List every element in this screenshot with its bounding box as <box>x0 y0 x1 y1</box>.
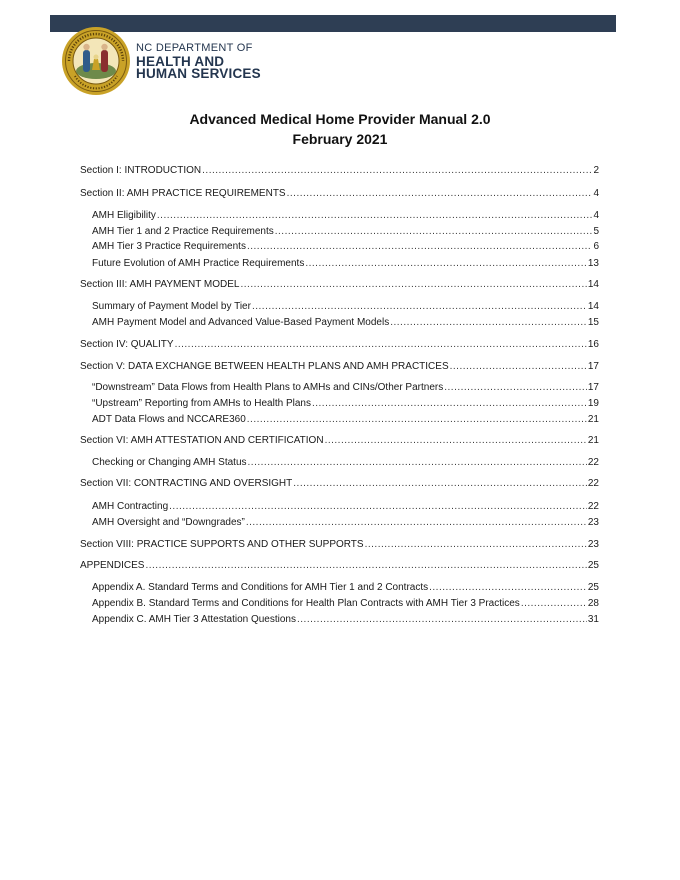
toc-entry-page-number: 25 <box>587 582 599 593</box>
toc-entry-label: Appendix B. Standard Terms and Conditions for Health Plan Contracts with AMH Tier 3 Practices <box>92 598 520 609</box>
toc-entry-page-number: 21 <box>587 414 599 425</box>
toc-entry-page-number: 23 <box>587 517 599 528</box>
toc-entry-label: “Upstream” Reporting from AMHs to Health Plans <box>92 398 311 409</box>
toc-entry-page-number: 22 <box>587 478 599 489</box>
toc-subsection-entry[interactable] <box>92 209 599 223</box>
agency-name <box>136 43 261 80</box>
toc-entry-label: APPENDICES <box>80 560 145 571</box>
toc-entry-page-number: 31 <box>587 614 599 625</box>
title-main: Advanced Medical Home Provider Manual 2.0 <box>189 111 491 127</box>
toc-entry-page-number: 14 <box>587 301 599 312</box>
toc-entry-page-number: 15 <box>587 317 599 328</box>
toc-entry-page-number: 22 <box>587 457 599 468</box>
toc-leader-dots <box>521 597 587 611</box>
toc-entry-label: Section II: AMH PRACTICE REQUIREMENTS <box>80 188 286 199</box>
toc-subsection-entry[interactable] <box>92 456 599 470</box>
toc-entry-page-number: 17 <box>587 382 599 393</box>
toc-section-entry[interactable] <box>80 338 599 352</box>
toc-subsection-entry[interactable] <box>92 240 599 254</box>
toc-entry-label: Section III: AMH PAYMENT MODEL <box>80 279 240 290</box>
toc-entry-label: AMH Oversight and “Downgrades” <box>92 517 245 528</box>
title-date: February 2021 <box>292 131 388 147</box>
toc-entry-label: AMH Payment Model and Advanced Value-Based Payment Models <box>92 317 390 328</box>
toc-leader-dots <box>157 209 593 223</box>
toc-entry-label: Section VII: CONTRACTING AND OVERSIGHT <box>80 478 293 489</box>
toc-entry-label: AMH Eligibility <box>92 210 156 221</box>
toc-entry-label: “Downstream” Data Flows from Health Plans to AMHs and CINs/Other Partners <box>92 382 444 393</box>
toc-entry-page-number: 28 <box>587 598 599 609</box>
agency-line-1: NC DEPARTMENT OF <box>136 42 253 54</box>
toc-entry-label: Appendix A. Standard Terms and Conditions for AMH Tier 1 and 2 Contracts <box>92 582 429 593</box>
toc-entry-label: Section VI: AMH ATTESTATION AND CERTIFICATION <box>80 435 324 446</box>
toc-section-entry[interactable] <box>80 559 599 573</box>
toc-leader-dots <box>444 381 587 395</box>
toc-entry-label: Section VIII: PRACTICE SUPPORTS AND OTHER SUPPORTS <box>80 539 364 550</box>
nc-state-seal-icon <box>61 26 131 96</box>
toc-leader-dots <box>312 397 587 411</box>
toc-subsection-entry[interactable] <box>92 316 599 330</box>
toc-leader-dots <box>293 477 587 491</box>
toc-subsection-entry[interactable] <box>92 613 599 627</box>
toc-leader-dots <box>305 257 587 271</box>
toc-leader-dots <box>365 538 587 552</box>
toc-subsection-entry[interactable] <box>92 225 599 239</box>
toc-entry-page-number: 14 <box>587 279 599 290</box>
toc-entry-page-number: 2 <box>593 165 599 176</box>
toc-entry-label: ADT Data Flows and NCCARE360 <box>92 414 246 425</box>
toc-leader-dots <box>429 581 587 595</box>
toc-subsection-entry[interactable] <box>92 300 599 314</box>
toc-leader-dots <box>246 516 587 530</box>
toc-section-entry[interactable] <box>80 477 599 491</box>
toc-entry-label: Section V: DATA EXCHANGE BETWEEN HEALTH PLANS AND AMH PRACTICES <box>80 361 449 372</box>
header-bar <box>50 15 616 32</box>
agency-line-3: HUMAN SERVICES <box>136 66 261 81</box>
toc-leader-dots <box>202 164 592 178</box>
toc-leader-dots <box>247 240 592 254</box>
toc-section-entry[interactable] <box>80 278 599 292</box>
toc-leader-dots <box>450 360 587 374</box>
toc-section-entry[interactable] <box>80 187 599 201</box>
toc-subsection-entry[interactable] <box>92 500 599 514</box>
toc-leader-dots <box>325 434 587 448</box>
toc-leader-dots <box>390 316 587 330</box>
toc-subsection-entry[interactable] <box>92 413 599 427</box>
toc-entry-page-number: 17 <box>587 361 599 372</box>
toc-entry-label: Appendix C. AMH Tier 3 Attestation Questions <box>92 614 296 625</box>
toc-subsection-entry[interactable] <box>92 257 599 271</box>
document-title <box>0 109 680 149</box>
toc-entry-label: Section IV: QUALITY <box>80 339 174 350</box>
toc-entry-page-number: 4 <box>593 188 599 199</box>
toc-leader-dots <box>297 613 587 627</box>
toc-subsection-entry[interactable] <box>92 381 599 395</box>
toc-entry-page-number: 6 <box>593 241 599 252</box>
toc-entry-label: Checking or Changing AMH Status <box>92 457 247 468</box>
toc-entry-label: AMH Tier 1 and 2 Practice Requirements <box>92 226 274 237</box>
toc-subsection-entry[interactable] <box>92 516 599 530</box>
toc-entry-page-number: 22 <box>587 501 599 512</box>
toc-entry-page-number: 19 <box>587 398 599 409</box>
toc-entry-label: Summary of Payment Model by Tier <box>92 301 251 312</box>
toc-leader-dots <box>248 456 587 470</box>
toc-subsection-entry[interactable] <box>92 597 599 611</box>
toc-leader-dots <box>175 338 587 352</box>
toc-leader-dots <box>252 300 587 314</box>
toc-entry-page-number: 5 <box>593 226 599 237</box>
toc-entry-page-number: 13 <box>587 258 599 269</box>
toc-leader-dots <box>287 187 593 201</box>
toc-section-entry[interactable] <box>80 434 599 448</box>
toc-entry-label: Future Evolution of AMH Practice Requirements <box>92 258 305 269</box>
toc-subsection-entry[interactable] <box>92 397 599 411</box>
toc-leader-dots <box>247 413 587 427</box>
toc-entry-page-number: 25 <box>587 560 599 571</box>
agency-line-2: HEALTH AND <box>136 54 225 69</box>
toc-entry-label: AMH Tier 3 Practice Requirements <box>92 241 246 252</box>
toc-section-entry[interactable] <box>80 360 599 374</box>
toc-leader-dots <box>241 278 587 292</box>
toc-entry-label: AMH Contracting <box>92 501 169 512</box>
toc-entry-label: Section I: INTRODUCTION <box>80 165 202 176</box>
toc-entry-page-number: 23 <box>587 539 599 550</box>
toc-leader-dots <box>275 225 593 239</box>
toc-entry-page-number: 16 <box>587 339 599 350</box>
toc-subsection-entry[interactable] <box>92 581 599 595</box>
toc-leader-dots <box>145 559 586 573</box>
toc-entry-page-number: 21 <box>587 435 599 446</box>
toc-entry-page-number: 4 <box>593 210 599 221</box>
toc-leader-dots <box>169 500 587 514</box>
toc-section-entry[interactable] <box>80 538 599 552</box>
toc-section-entry[interactable] <box>80 164 599 178</box>
